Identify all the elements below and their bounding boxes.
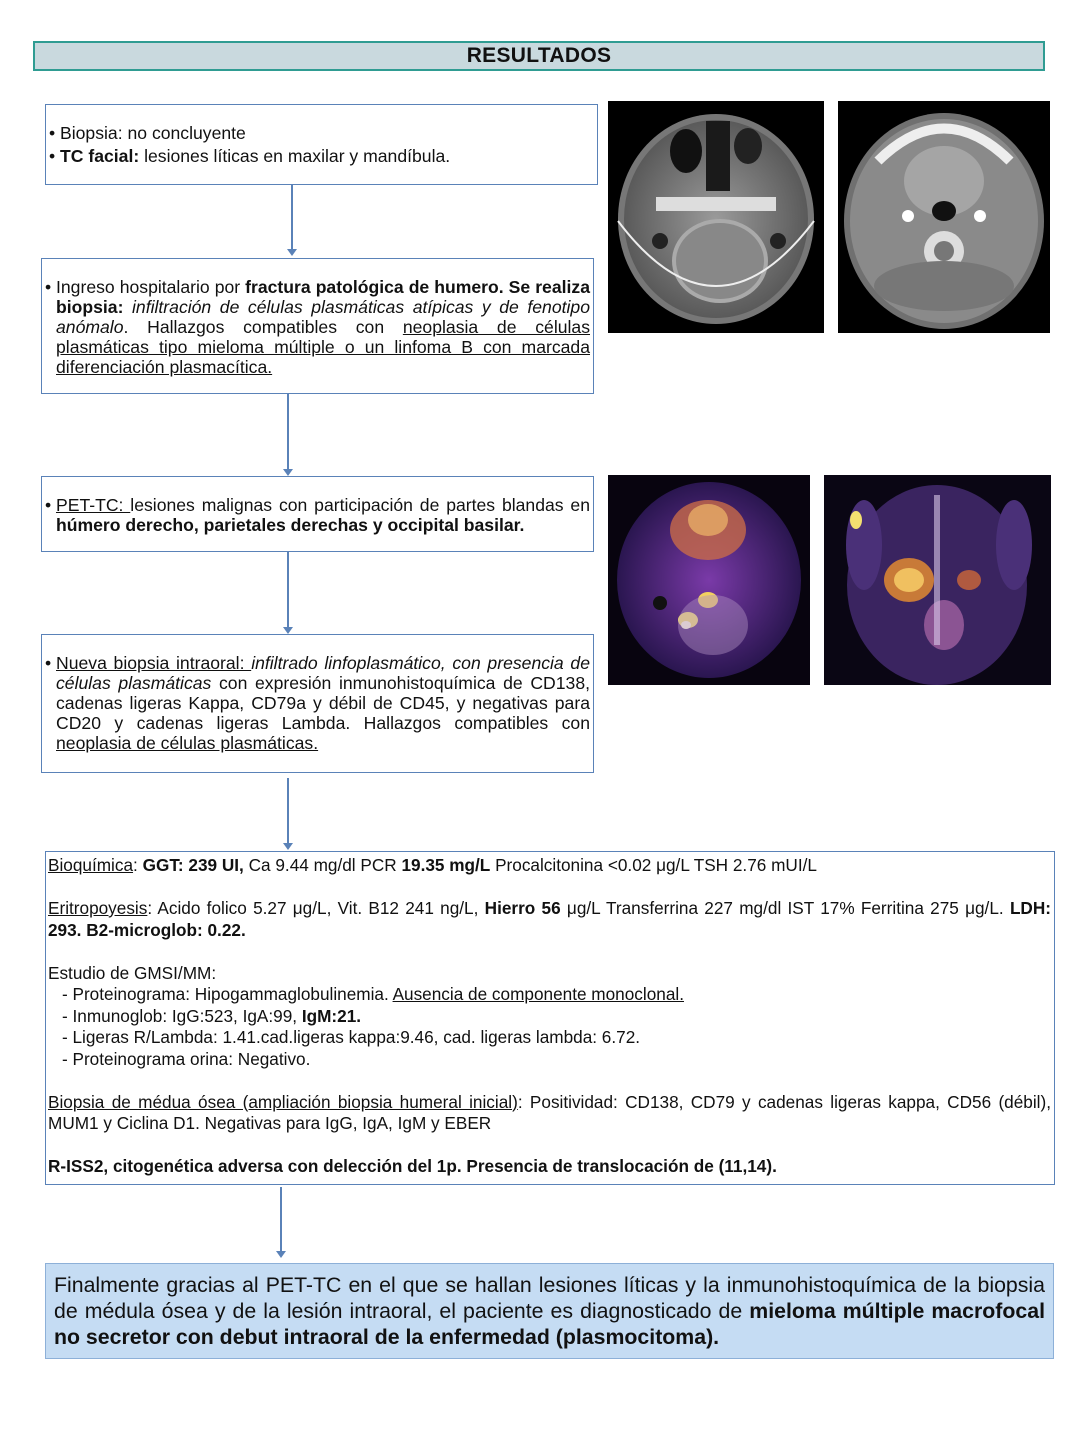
bullet-tc-facial: [48, 146, 591, 166]
flow-arrow-5: [280, 1187, 282, 1252]
result-box-ingreso: [41, 258, 594, 394]
ct-image-maxilar: [608, 101, 824, 333]
proteinograma-line: [48, 984, 1051, 1006]
bioquimica-label: Bioquímica: [48, 855, 134, 875]
eritropoyesis-label: Eritropoyesis: [48, 898, 148, 918]
orina-line: - Proteinograma orina: Negativo.: [62, 1048, 311, 1069]
eritropoyesis-text-2: μg/L Transferrina 227 mg/dl IST 17% Ferritina 275 μg/L.: [560, 898, 1010, 918]
biopsia-medula-text: : Positividad: CD138, CD79 y cadenas ligeras kappa, CD56 (débil), MUM1 y Ciclina D1. Negativas para IgG, IgA, IgM y EBER: [48, 1091, 1051, 1133]
biopsia-text: Biopsia: no concluyente: [60, 123, 246, 143]
conclusion-text-bold: mieloma múltiple macrofocal no secretor con debut intraoral de la enfermedad (plasmocitoma).: [54, 1299, 1046, 1349]
lab-results-box: [45, 851, 1055, 1185]
pet-tc-text: lesiones malignas con participación de partes blandas en: [130, 495, 590, 515]
inmunoglob-line: [48, 1006, 1051, 1028]
ggt-value: GGT: 239 UI,: [142, 855, 244, 875]
flow-arrow-1: [291, 185, 293, 250]
pet-tc-label: PET-TC:: [56, 495, 131, 515]
eritropoyesis-line: [48, 898, 1051, 941]
proteinograma-underline: Ausencia de componente monoclonal.: [392, 984, 684, 1004]
ligeras-line: - Ligeras R/Lambda: 1.41.cad.ligeras kappa:9.46, cad. ligeras lambda: 6.72.: [62, 1027, 641, 1047]
conclusion-box: [45, 1263, 1054, 1359]
proteinograma-text: - Proteinograma: Hipogammaglobulinemia.: [62, 984, 393, 1004]
ingreso-text-italic: infiltración de células plasmáticas atípicas y de fenotipo anómalo: [56, 297, 590, 337]
flow-arrow-2: [287, 394, 289, 470]
intraoral-text-italic: infiltrado linfoplasmático, con presencia de células plasmáticas: [56, 653, 590, 693]
bioquimica-line: [48, 855, 1051, 877]
pet-ct-image-axial: [608, 475, 810, 685]
ingreso-text-1: Ingreso hospitalario por: [56, 277, 246, 297]
gmsi-heading: Estudio de GMSI/MM:: [48, 962, 217, 983]
hierro-value: Hierro 56: [484, 898, 561, 918]
intraoral-label: Nueva biopsia intraoral:: [56, 653, 252, 673]
tc-facial-text: lesiones líticas en maxilar y mandíbula.: [139, 146, 451, 166]
result-box-biopsia-intraoral: [41, 634, 594, 773]
flow-arrow-3: [287, 552, 289, 628]
bullet-ingreso: [44, 277, 590, 377]
flow-arrow-4: [287, 778, 289, 844]
riss-line: [48, 1156, 1051, 1178]
intraoral-text: con expresión inmunohistoquímica de CD138, cadenas ligeras Kappa, CD79a y débil de CD45, y negativas para CD20 y cadenas ligeras Lambda. Hallazgos compatibles con: [56, 673, 590, 733]
inmunoglob-text: - Inmunoglob: IgG:523, IgA:99,: [62, 1005, 302, 1026]
result-box-biopsia-tc: [45, 104, 598, 185]
tc-facial-label: TC facial:: [60, 146, 140, 166]
pet-tc-text-bold: húmero derecho, parietales derechas y occipital basilar.: [56, 515, 525, 535]
eritropoyesis-text-1: : Acido folico 5.27 μg/L, Vit. B12 241 ng/L,: [147, 898, 485, 918]
bioquimica-end: Procalcitonina <0.02 μg/L TSH 2.76 mUI/L: [490, 855, 817, 875]
intraoral-text-underline: neoplasia de células plasmáticas.: [56, 733, 319, 753]
bioquimica-colon: :: [133, 855, 143, 875]
result-box-pet-tc: [41, 476, 594, 552]
ingreso-text-bold: fractura patológica de humero. Se realiza biopsia:: [56, 277, 590, 317]
igm-value: IgM:21.: [301, 1005, 362, 1026]
page-title: RESULTADOS: [33, 41, 1045, 71]
bullet-pet-tc: [44, 495, 590, 535]
pet-ct-image-coronal: [824, 475, 1051, 685]
biopsia-medula-label: Biopsia de médua ósea (ampliación biopsia humeral inicial): [48, 1091, 518, 1112]
conclusion-text: Finalmente gracias al PET-TC en el que se hallan lesiones líticas y la inmunohistoquímica de la biopsia de médula ósea y de la lesión intraoral, el paciente es diagnosticado de: [54, 1273, 1045, 1323]
biopsia-medula-line: [48, 1092, 1051, 1135]
ldh-value: LDH: 293. B2-microglob: 0.22.: [48, 898, 1051, 940]
pcr-value: 19.35 mg/L: [401, 855, 491, 875]
ct-image-mandibula: [838, 101, 1050, 333]
bioquimica-mid: Ca 9.44 mg/dl PCR: [243, 855, 402, 875]
riss-text: R-ISS2, citogenética adversa con delección del 1p. Presencia de translocación de (11,14).: [48, 1156, 777, 1176]
ingreso-text-underline: neoplasia de células plasmáticas tipo mieloma múltiple o un linfoma B con marcada diferenciación plasmacítica.: [56, 317, 590, 377]
bullet-biopsia-intraoral: [44, 653, 590, 753]
bullet-biopsia: [48, 123, 591, 143]
ingreso-text-2: . Hallazgos compatibles con: [123, 317, 403, 337]
